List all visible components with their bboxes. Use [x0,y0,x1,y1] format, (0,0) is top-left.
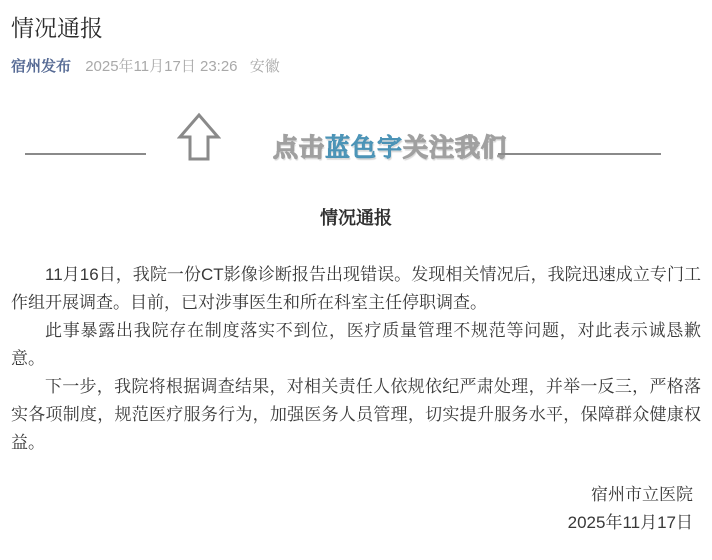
banner-text-prefix: 点击 [273,134,326,162]
publish-datetime: 2025年11月17日 23:26 [85,58,238,75]
banner-text [273,128,507,164]
signature-org: 宿州市立医院 [591,485,693,504]
notice-paragraph-3: 下一步，我院将根据调查结果，对相关责任人依规依纪严肃处理，并举一反三，严格落实各项制度，规范医疗服务行为，加强医务人员管理，切实提升服务水平，保障群众健康权益。 [11,377,701,452]
banner-text-suffix: 关注我们 [403,134,508,162]
banner-divider-right [498,153,661,155]
notice-paragraph-2: 此事暴露出我院存在制度落实不到位，医疗质量管理不规范等问题，对此表示诚恳歉意。 [11,321,701,368]
publish-region: 安徽 [249,58,280,75]
notice-heading: 情况通报 [320,208,392,228]
account-link[interactable]: 宿州发布 [11,58,72,75]
notice-body [11,261,701,457]
banner-text-highlight: 蓝色字 [325,134,404,162]
banner-divider-left [25,153,146,155]
up-arrow-icon [177,112,221,162]
byline [11,56,701,77]
notice-paragraph-1: 11月16日，我院一份CT影像诊断报告出现错误。发现相关情况后，我院迅速成立专门工作组开展调查。目前，已对涉事医生和所在科室主任停职调查。 [11,265,701,312]
article-title: 情况通报 [11,15,103,41]
signature-block [11,481,701,537]
signature-date: 2025年11月17日 [567,513,693,532]
follow-us-banner[interactable] [11,101,701,189]
